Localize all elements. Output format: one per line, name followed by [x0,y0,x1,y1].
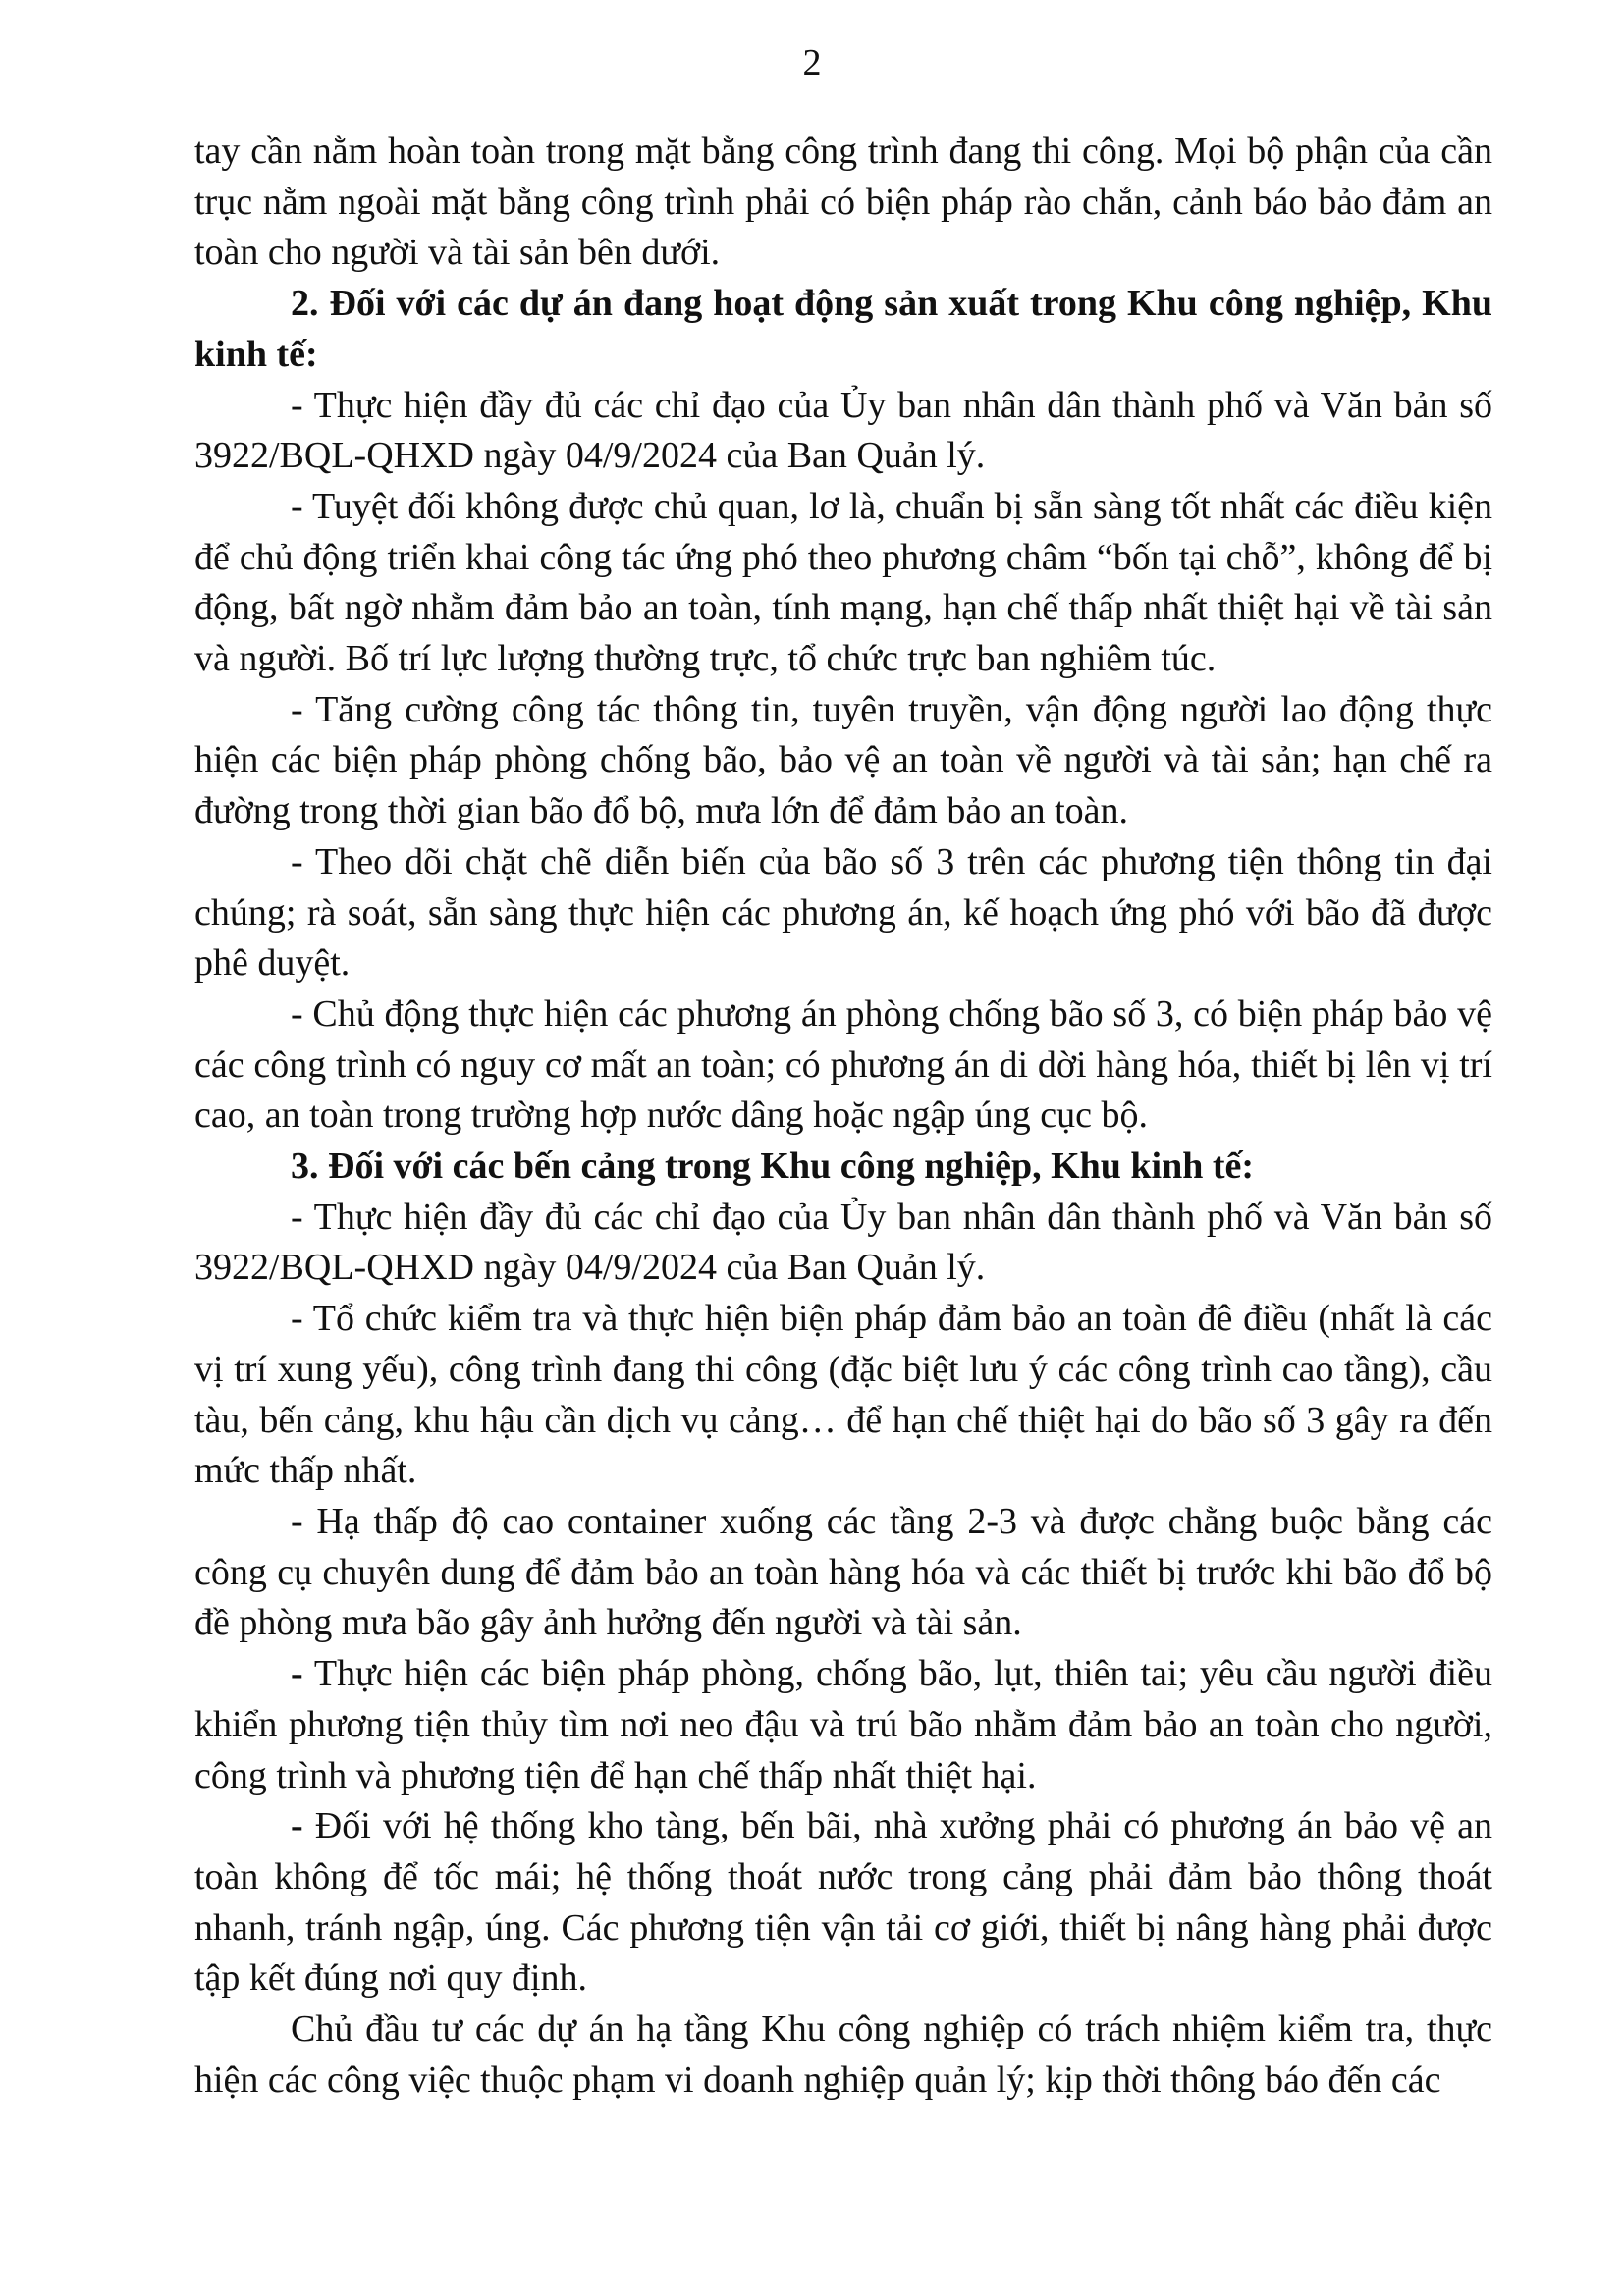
section-heading-2: 2. Đối với các dự án đang hoạt động sản xuất trong Khu công nghiệp, Khu kinh tế: [194,283,1492,375]
list-item-text: Thực hiện các biện pháp phòng, chống bão, lụt, thiên tai; yêu cầu người điều khiển phương tiện thủy tìm nơi neo đậu và trú bão nhằm đảm bảo an toàn cho người, công trình và phương tiện để hạn chế thấp nhất thiệt hại. [194,1653,1492,1796]
list-item-port-follow-directives: - Thực hiện đầy đủ các chỉ đạo của Ủy ban nhân dân thành phố và Văn bản số 3922/BQL-QHXD ngày 04/9/2024 của Ban Quản lý. [194,1196,1492,1289]
list-dash: - [291,1805,303,1847]
list-item-monitoring: - Theo dõi chặt chẽ diễn biến của bão số 3 trên các phương tiện thông tin đại chúng; rà soát, sẵn sàng thực hiện các phương án, kế hoạch ứng phó với bão đã được phê duyệt. [194,840,1492,985]
list-item-communication: - Tăng cường công tác thông tin, tuyên truyền, vận động người lao động thực hiện các biện pháp phòng chống bão, bảo vệ an toàn về người và tài sản; hạn chế ra đường trong thời gian bão đổ bộ, mưa lớn để đảm bảo an toàn. [194,688,1492,832]
paragraph-crane-safety-continued: tay cần nằm hoàn toàn trong mặt bằng công trình đang thi công. Mọi bộ phận của cần trục nằm ngoài mặt bằng công trình phải có biện pháp rào chắn, cảnh báo bảo đảm an toàn cho người và tài sản bên dưới. [194,131,1492,274]
list-item-container-lowering: - Hạ thấp độ cao container xuống các tầng 2-3 và được chằng buộc bằng các công cụ chuyên dung để đảm bảo an toàn hàng hóa và các thiết bị trước khi bão đổ bộ đề phòng mưa bão gây ảnh hưởng đến người và tài sản. [194,1500,1492,1644]
list-item-text: Đối với hệ thống kho tàng, bến bãi, nhà xưởng phải có phương án bảo vệ an toàn không để tốc mái; hệ thống thoát nước trong cảng phải đảm bảo thông thoát nhanh, tránh ngập, úng. Các phương tiện vận tải cơ giới, thiết bị nâng hàng phải được tập kết đúng nơi quy định. [194,1805,1492,2000]
document-body [194,127,1492,2106]
list-item-warehouse-protection [194,1801,1492,2004]
page-number: 2 [802,42,822,83]
list-item-follow-directives: - Thực hiện đầy đủ các chỉ đạo của Ủy ban nhân dân thành phố và Văn bản số 3922/BQL-QHXD ngày 04/9/2024 của Ban Quản lý. [194,384,1492,477]
list-item-readiness: - Tuyệt đối không được chủ quan, lơ là, chuẩn bị sẵn sàng tốt nhất các điều kiện để chủ động triển khai công tác ứng phó theo phương châm “bốn tại chỗ”, không để bị động, bất ngờ nhằm đảm bảo an toàn, tính mạng, hạn chế thấp nhất thiệt hại về tài sản và người. Bố trí lực lượng thường trực, tổ chức trực ban nghiêm túc. [194,485,1492,680]
list-dash: - [291,1653,303,1695]
paragraph-investor-responsibility: Chủ đầu tư các dự án hạ tầng Khu công nghiệp có trách nhiệm kiểm tra, thực hiện các công việc thuộc phạm vi doanh nghiệp quản lý; kịp thời thông báo đến các [194,2008,1492,2101]
list-item-vessel-anchorage [194,1649,1492,1801]
list-item-dike-inspection: - Tổ chức kiểm tra và thực hiện biện pháp đảm bảo an toàn đê điều (nhất là các vị trí xung yếu), công trình đang thi công (đặc biệt lưu ý các công trình cao tầng), cầu tàu, bến cảng, khu hậu cần dịch vụ cảng… để hạn chế thiệt hại do bão số 3 gây ra đến mức thấp nhất. [194,1298,1492,1492]
section-heading-3: 3. Đối với các bến cảng trong Khu công nghiệp, Khu kinh tế: [291,1146,1255,1188]
list-item-proactive-plans: - Chủ động thực hiện các phương án phòng chống bão số 3, có biện pháp bảo vệ các công trình có nguy cơ mất an toàn; có phương án di dời hàng hóa, thiết bị lên vị trí cao, an toàn trong trường hợp nước dâng hoặc ngập úng cục bộ. [194,992,1492,1137]
